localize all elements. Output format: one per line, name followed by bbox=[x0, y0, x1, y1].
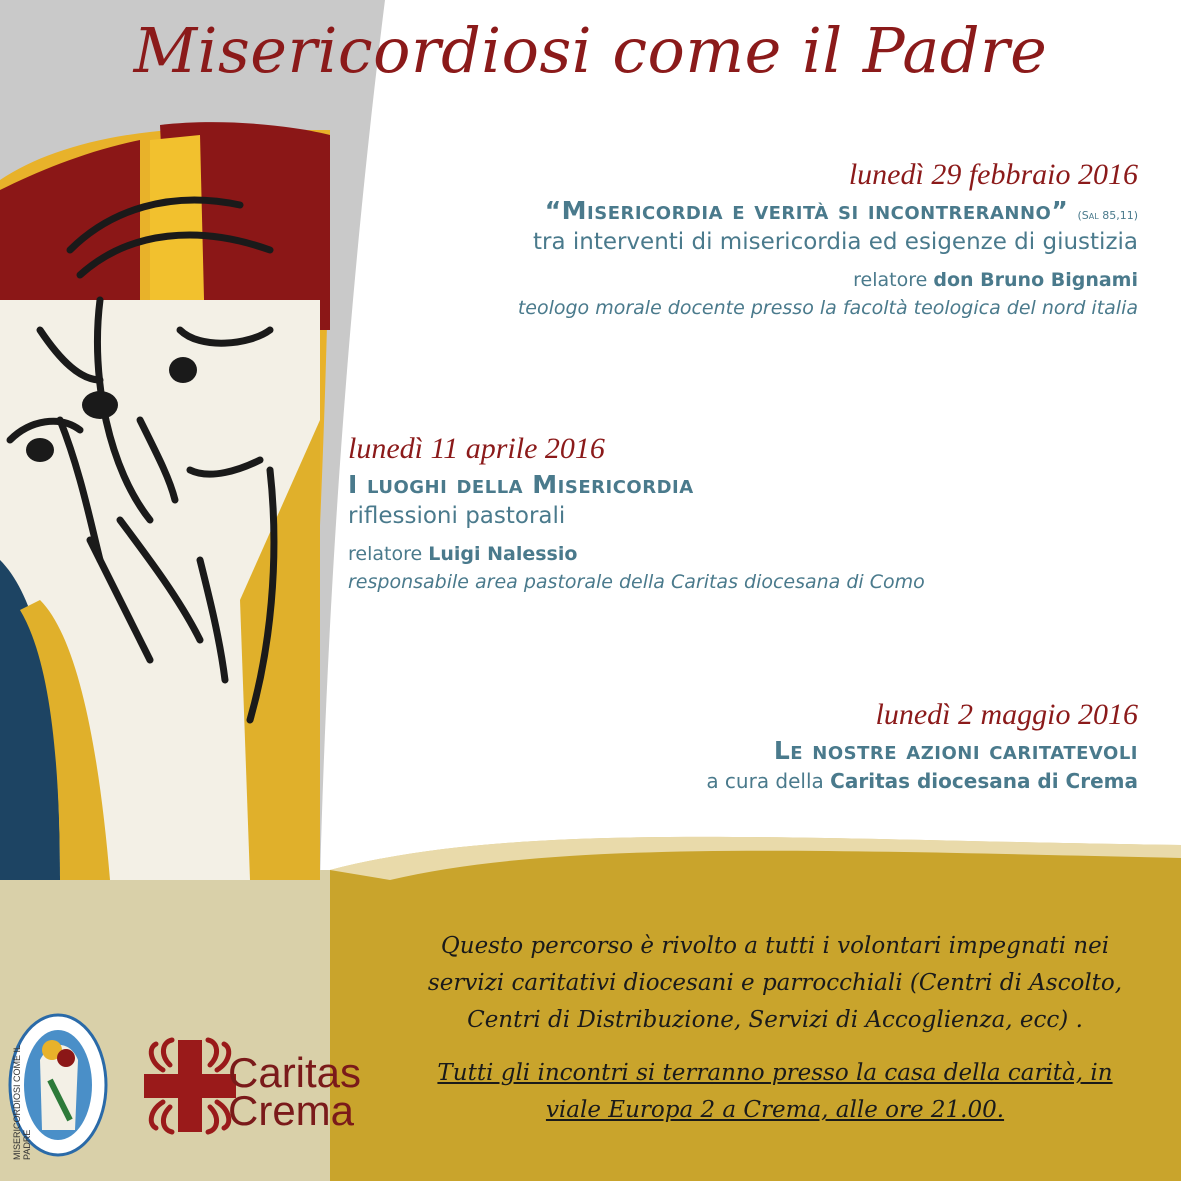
caritas-logo-line1: Caritas bbox=[228, 1049, 362, 1096]
event-1-subtitle: tra interventi di misericordia ed esigenze di giustizia bbox=[532, 229, 1138, 255]
info-note-2: viale Europa 2 a Crema, alle ore 21.00. bbox=[545, 1097, 1005, 1123]
info-line-3: Centri di Distribuzione, Servizi di Accoglienza, ecc) . bbox=[467, 1007, 1083, 1033]
event-2-date: lunedì 11 aprile 2016 bbox=[348, 432, 605, 465]
event-2-speaker-role: responsabile area pastorale della Caritas diocesana di Como bbox=[348, 571, 925, 593]
info-note-1: Tutti gli incontri si terranno presso la casa della carità, in bbox=[437, 1060, 1113, 1086]
event-2-subtitle: riflessioni pastorali bbox=[348, 503, 566, 529]
event-2-heading: I luoghi della Misericordia bbox=[348, 470, 694, 499]
caritas-logo-line2: Crema bbox=[228, 1087, 355, 1134]
event-1-heading: “Misericordia e verità si incontreranno” (Sal 85,11) bbox=[544, 196, 1138, 225]
event-3-subtitle: a cura della Caritas diocesana di Crema bbox=[706, 769, 1138, 793]
event-2 bbox=[348, 432, 1128, 593]
event-3-date: lunedì 2 maggio 2016 bbox=[875, 698, 1138, 731]
event-3 bbox=[358, 698, 1138, 793]
event-1-date: lunedì 29 febbraio 2016 bbox=[848, 158, 1138, 191]
event-1 bbox=[338, 158, 1138, 319]
event-3-heading: Le nostre azioni caritatevoli bbox=[773, 736, 1138, 765]
event-1-reference: (Sal 85,11) bbox=[1077, 209, 1138, 222]
info-line-2: servizi caritativi diocesani e parrocchiali (Centri di Ascolto, bbox=[427, 970, 1123, 996]
event-1-speaker: relatore don Bruno Bignami bbox=[853, 269, 1138, 291]
info-line-1: Questo percorso è rivolto a tutti i volontari impegnati nei bbox=[440, 933, 1110, 959]
event-2-speaker: relatore Luigi Nalessio bbox=[348, 543, 578, 565]
poster-title: Misericordiosi come il Padre bbox=[133, 14, 1048, 87]
event-1-speaker-role: teologo morale docente presso la facoltà teologica del nord italia bbox=[517, 297, 1138, 319]
jubilee-logo-text: MISERICORDIOSI COME IL PADRE bbox=[12, 1045, 32, 1160]
info-block bbox=[385, 928, 1165, 1129]
